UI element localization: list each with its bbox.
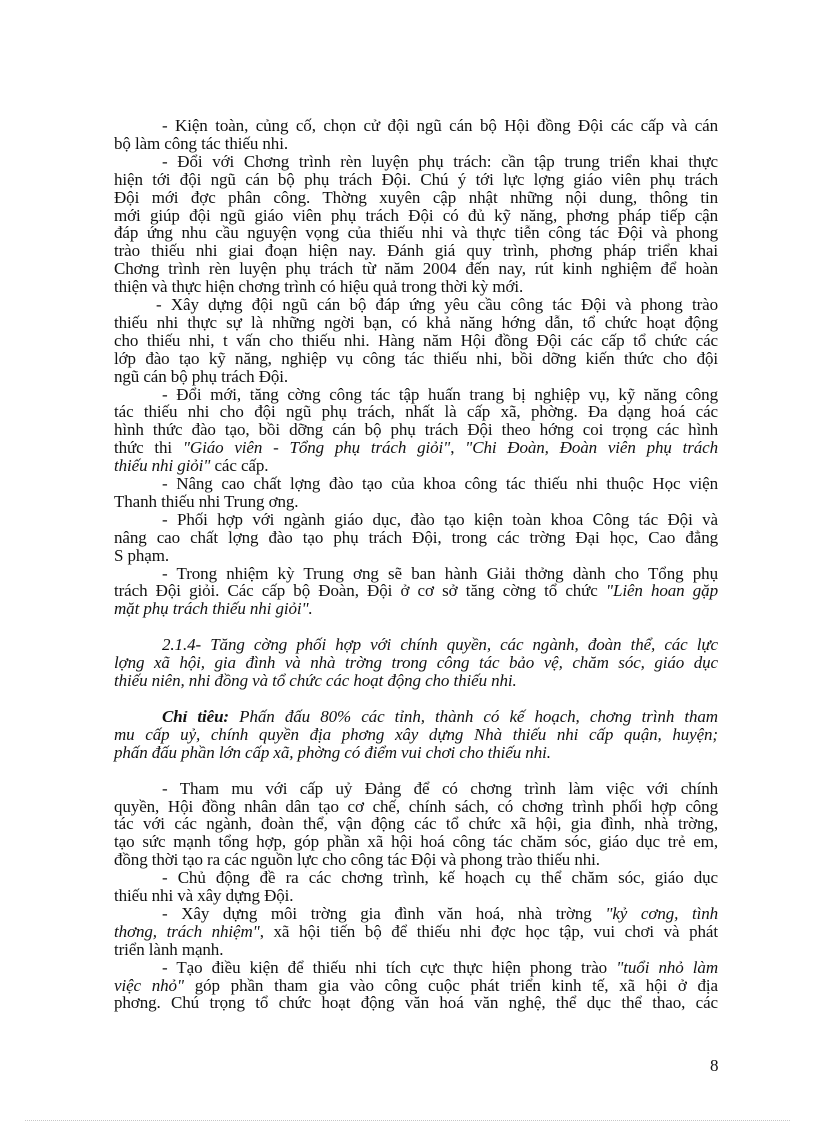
italic-text: "Liên hoan gặp [605, 581, 718, 601]
italic-text: thơng, trách nhiệm" [114, 921, 260, 941]
text-line: ngũ cán bộ phụ trách Đội. [114, 366, 289, 386]
text-line [114, 672, 718, 690]
italic-text: thiếu nhi giỏi" [114, 456, 211, 476]
text-line [114, 977, 718, 995]
text-line: mới giúp đội ngũ giáo viên phụ trách Đội có đủ kỹ năng, phơng pháp tiếp cận [114, 205, 718, 225]
text-line: tác với các ngành, đoàn thể, vận động các tổ chức xã hội, gia đình, nhà trờng, [114, 814, 718, 834]
text-line: - Trong nhiệm kỳ Trung ơng sẽ ban hành Giải thởng dành cho Tổng phụ [162, 563, 718, 583]
italic-text: lợng xã hội, gia đình và nhà trờng trong công tác bảo vệ, chăm sóc, giáo dục [114, 653, 718, 673]
text-line: tạo sức mạnh tổng hợp, góp phần xã hội hoá công tác chăm sóc, giáo dục trẻ em, [114, 832, 718, 852]
text-line: lớp đào tạo kỹ năng, nghiệp vụ công tác thiếu nhi, bồi dỡng kiến thức cho đội [114, 348, 718, 368]
text-line: Đội mới đợc phân công. Thờng xuyên cập nhật những nội dung, thông tin [114, 187, 718, 207]
text-span: góp phần tham gia vào công cuộc phát triển kinh tế, xã hội ở địa [183, 975, 718, 995]
text-line: Thanh thiếu nhi Trung ơng. [114, 491, 299, 511]
page-bottom-dotted-rule [25, 1120, 790, 1121]
text-line: cho thiếu nhi, t vấn cho thiếu nhi. Hàng năm Hội đồng Đội các cấp tổ chức các [114, 330, 718, 350]
text-line [162, 708, 718, 726]
text-line [114, 744, 718, 762]
text-line: - Đổi với Chơng trình rèn luyện phụ trách: cần tập trung triển khai thực [162, 151, 718, 171]
text-line [162, 959, 718, 977]
text-line: S phạm. [114, 545, 170, 565]
text-span: - Xây dựng môi trờng gia đình văn hoá, nhà trờng [162, 903, 606, 923]
text-line [114, 582, 718, 600]
text-line: - Nâng cao chất lợng đào tạo của khoa công tác thiếu nhi thuộc Học viện [162, 474, 718, 493]
text-line: hiện tới đội ngũ cán bộ phụ trách Đội. Chú ý tới lực lợng giáo viên phụ trách [114, 169, 718, 189]
italic-text: việc nhỏ" [114, 975, 184, 995]
text-line: đáp ứng nhu cầu nguyện vọng của thiếu nhi và thực tiễn công tác Đội và phong [114, 223, 718, 243]
text-line: đồng thời tạo ra các nguồn lực cho công tác Đội và phong trào thiếu nhi. [114, 850, 600, 870]
text-line: - Chủ động đề ra các chơng trình, kế hoạch cụ thể chăm sóc, giáo dục [162, 868, 718, 888]
text-line: thiếu nhi và xây dựng Đội. [114, 886, 294, 905]
italic-text: "tuổi nhỏ làm [616, 957, 718, 977]
text-line: - Tham mu với cấp uỷ Đảng để có chơng trình làm việc với chính [162, 778, 718, 798]
bold-label: Chỉ tiêu: [162, 706, 229, 726]
text-line [114, 654, 718, 672]
page-number: 8 [710, 1056, 719, 1075]
italic-text: "kỷ cơng, tình [605, 903, 718, 923]
text-line: - Phối hợp với ngành giáo dục, đào tạo kiện toàn khoa Công tác Đội và [162, 509, 718, 529]
italic-text: 2.1.4- Tăng cờng phối hợp với chính quyền, các ngành, đoàn thể, các lực [162, 635, 718, 655]
italic-text: Phấn đấu 80% các tỉnh, thành có kế hoạch, chơng trình tham [229, 706, 718, 726]
italic-text: phấn đấu phần lớn cấp xã, phờng có điểm vui chơi cho thiếu nhi. [114, 742, 551, 762]
text-span: , xã hội tiến bộ để thiếu nhi đợc học tập, vui chơi và phát [259, 921, 718, 941]
text-span: - Tạo điều kiện để thiếu nhi tích cực thực hiện phong trào [162, 957, 617, 977]
italic-text: mu cấp uỷ, chính quyền địa phơng xây dựng Nhà thiếu nhi cấp quận, huyện; [114, 724, 718, 744]
text-line: thiếu nhi thực sự là những ngời bạn, có khả năng hớng dẫn, tổ chức hoạt động [114, 312, 718, 332]
text-line [114, 923, 718, 941]
text-span: , [450, 438, 466, 458]
italic-text: "Chi Đoàn, Đoàn viên phụ trách [465, 438, 719, 458]
text-line: thiện và thực hiện chơng trình có hiệu quả trong thời kỳ mới. [114, 277, 524, 297]
text-line [162, 905, 718, 923]
text-line: tác thiếu nhi cho đội ngũ phụ trách, nhất là cấp xã, phờng. Đa dạng hoá các [114, 402, 718, 422]
text-line [162, 636, 718, 654]
text-line [114, 457, 718, 475]
text-line: trào thiếu nhi giai đoạn hiện nay. Đánh giá quy trình, phơng pháp triển khai [114, 241, 718, 261]
text-line [114, 439, 718, 457]
text-line: - Kiện toàn, củng cố, chọn cử đội ngũ cán bộ Hội đồng Đội các cấp và cán [162, 116, 718, 135]
text-line: triển lành mạnh. [114, 939, 224, 959]
text-line: quyền, Hội đồng nhân dân tạo cơ chế, chính sách, có chơng trình phối hợp công [114, 796, 718, 816]
text-line: nâng cao chất lợng đào tạo phụ trách Đội, trong các trờng Đại học, Cao đẳng [114, 527, 718, 547]
text-line [114, 600, 718, 618]
text-line: hình thức đào tạo, bồi dỡng cán bộ phụ trách Đội theo hớng coi trọng các hình [114, 420, 718, 440]
text-span: trách Đội giỏi. Các cấp bộ Đoàn, Đội ở cơ sở tăng cờng tổ chức [114, 581, 606, 601]
text-line [114, 726, 718, 744]
text-span: thức thi [114, 438, 183, 458]
text-line: phơng. Chú trọng tổ chức hoạt động văn hoá văn nghệ, thể dục thể thao, các [114, 993, 718, 1013]
text-line: Chơng trình rèn luyện phụ trách từ năm 2004 đến nay, rút kinh nghiệm để hoàn [114, 259, 718, 279]
text-line: - Xây dựng đội ngũ cán bộ đáp ứng yêu cầu công tác Đội và phong trào [156, 295, 718, 314]
italic-text: thiếu niên, nhi đồng và tổ chức các hoạt động cho thiếu nhi. [114, 671, 517, 690]
italic-text: mặt phụ trách thiếu nhi giỏi". [114, 599, 313, 619]
italic-text: "Giáo viên - Tổng phụ trách giỏi" [182, 438, 451, 458]
text-span: các cấp. [210, 456, 269, 476]
text-line: - Đổi mới, tăng cờng công tác tập huấn trang bị nghiệp vụ, kỹ năng công [162, 384, 718, 404]
text-line: bộ làm công tác thiếu nhi. [114, 133, 288, 153]
